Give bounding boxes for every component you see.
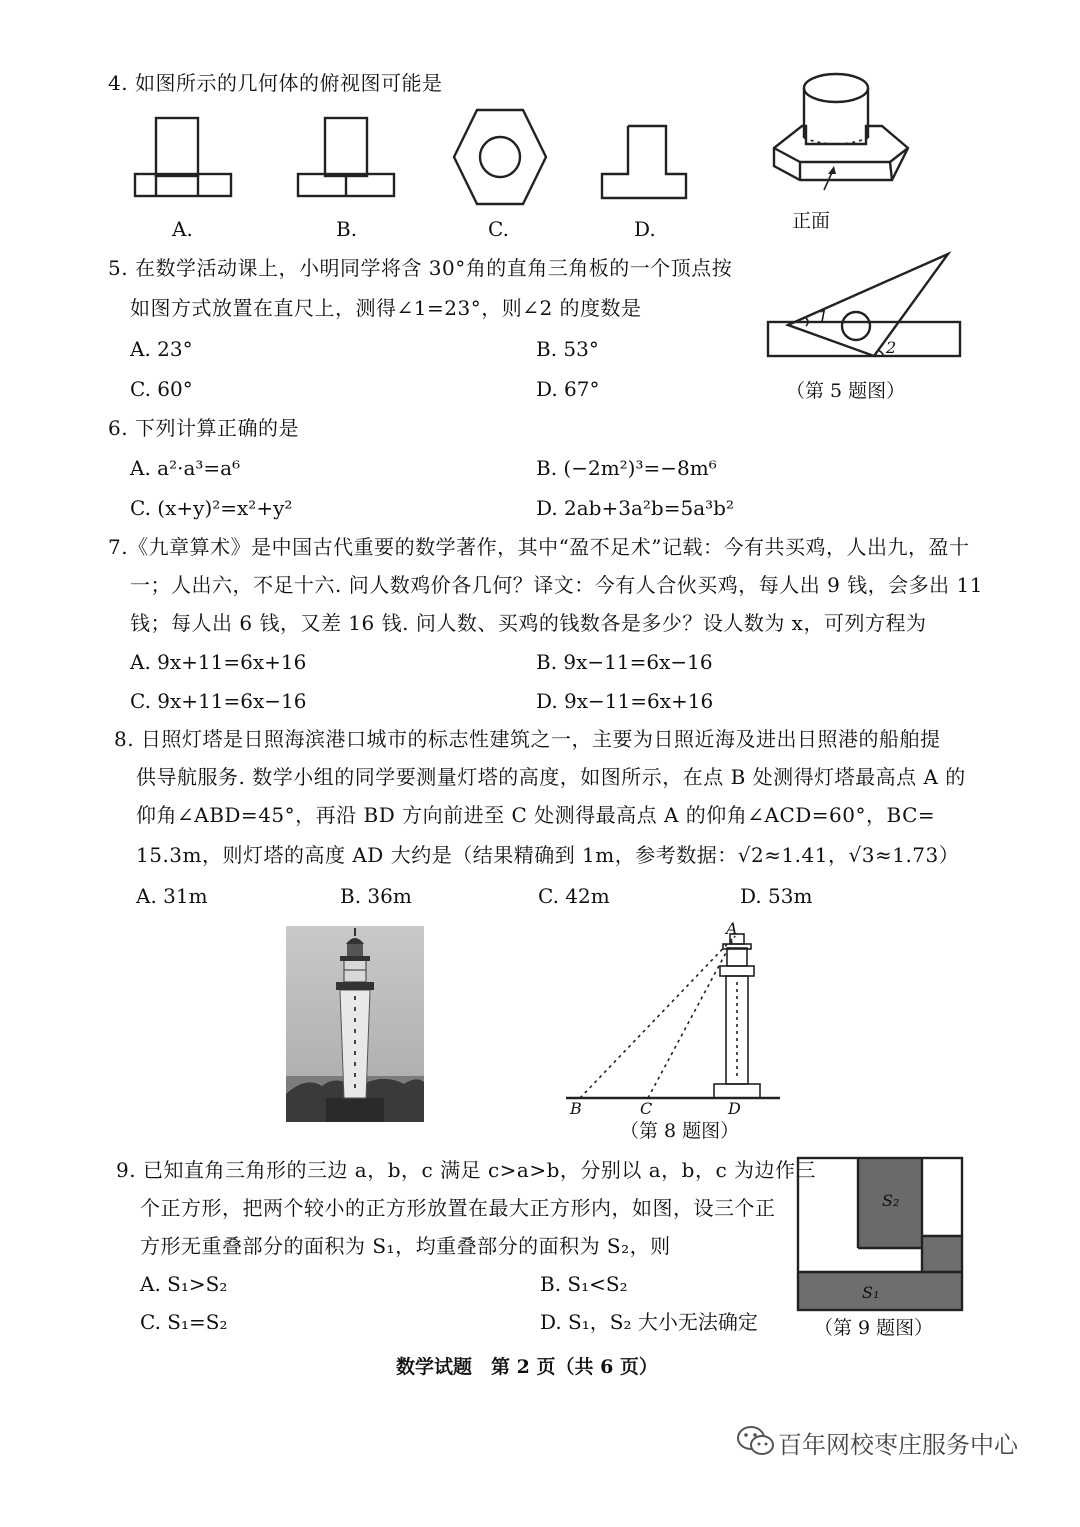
- q5-angle-label-1: 1: [818, 307, 829, 326]
- q4-stem: 4. 如图所示的几何体的俯视图可能是: [108, 71, 443, 95]
- q4-option-d-figure: [600, 124, 690, 200]
- q8-figure-caption: （第 8 题图）: [620, 1120, 740, 1142]
- q7-option-b: B. 9x−11=6x−16: [536, 650, 713, 674]
- q5-figure-caption: （第 5 题图）: [786, 380, 906, 402]
- q7-stem-line1: 7.《九章算术》是中国古代重要的数学著作，其中“盈不足术”记载：今有共买鸡，人出九，盈十: [108, 535, 970, 559]
- q5-stem-line2: 如图方式放置在直尺上，测得∠1=23°，则∠2 的度数是: [130, 296, 642, 320]
- q4-option-c: C.: [488, 217, 509, 241]
- q6-option-b: B. (−2m²)³=−8m⁶: [536, 456, 717, 480]
- q9-option-a: A. S₁>S₂: [140, 1272, 228, 1296]
- q6-stem: 6. 下列计算正确的是: [108, 416, 299, 440]
- q5-option-c: C. 60°: [130, 377, 193, 401]
- q9-figure-caption: （第 9 题图）: [814, 1317, 934, 1339]
- q8-stem-line4: 15.3m，则灯塔的高度 AD 大约是（结果精确到 1m，参考数据：√2≈1.41，√3≈1.73）: [136, 843, 960, 867]
- q8-figure: [564, 919, 784, 1118]
- q7-option-c: C. 9x+11=6x−16: [130, 689, 307, 713]
- hexagon-ring-icon: [452, 107, 548, 207]
- q7-stem-line3: 钱；每人出 6 钱，又差 16 钱. 问人数、买鸡的钱数各是多少？设人数为 x，可列方程为: [130, 611, 927, 635]
- q4-option-d: D.: [634, 217, 656, 241]
- q5-option-b: B. 53°: [536, 337, 599, 361]
- q8-option-c: C. 42m: [538, 884, 610, 908]
- q5-stem-line1: 5. 在数学活动课上，小明同学将含 30°角的直角三角板的一个顶点按: [108, 256, 733, 280]
- q4-option-b: B.: [336, 217, 358, 241]
- q6-option-c: C. (x+y)²=x²+y²: [130, 496, 293, 520]
- q8-stem-line1: 8. 日照灯塔是日照海滨港口城市的标志性建筑之一，主要为日照近海及进出日照港的船舶提: [114, 727, 941, 751]
- q8-stem-line3: 仰角∠ABD=45°，再沿 BD 方向前进至 C 处测得最高点 A 的仰角∠ACD=60°，BC=: [136, 803, 936, 827]
- q9-option-d: D. S₁，S₂ 大小无法确定: [540, 1310, 758, 1334]
- q8-point-d: D: [728, 1099, 741, 1118]
- q6-option-a: A. a²·a³=a⁶: [130, 456, 241, 480]
- q8-option-a: A. 31m: [136, 884, 208, 908]
- q8-point-a: A: [726, 919, 738, 938]
- q9-region-s1: S₁: [862, 1283, 880, 1302]
- q5-option-d: D. 67°: [536, 377, 600, 401]
- q4-option-b-figure: [297, 116, 397, 198]
- q5-angle-label-2: 2: [886, 338, 897, 357]
- q9-figure: [796, 1156, 966, 1312]
- wechat-icon: [736, 1424, 776, 1458]
- q7-option-d: D. 9x−11=6x+16: [536, 689, 714, 713]
- q8-point-c: C: [640, 1099, 653, 1118]
- q7-option-a: A. 9x+11=6x+16: [130, 650, 307, 674]
- q9-stem-line3: 方形无重叠部分的面积为 S₁，均重叠部分的面积为 S₂，则: [140, 1234, 671, 1258]
- q9-stem-line1: 9. 已知直角三角形的三边 a，b，c 满足 c>a>b，分别以 a，b，c 为边作三: [116, 1158, 817, 1182]
- q9-option-b: B. S₁<S₂: [540, 1272, 628, 1296]
- watermark-text: 百年网校枣庄服务中心: [778, 1431, 1018, 1459]
- q8-option-d: D. 53m: [740, 884, 813, 908]
- q8-stem-line2: 供导航服务. 数学小组的同学要测量灯塔的高度，如图所示，在点 B 处测得灯塔最高点 A 的: [136, 765, 966, 789]
- q9-region-s2: S₂: [882, 1191, 900, 1210]
- q9-option-c: C. S₁=S₂: [140, 1310, 228, 1334]
- q8-point-b: B: [570, 1099, 582, 1118]
- q5-option-a: A. 23°: [130, 337, 193, 361]
- lighthouse-photo: [286, 926, 424, 1122]
- q7-stem-line2: 一；人出六，不足十六. 问人数鸡价各几何？译文：今有人合伙买鸡，每人出 9 钱，会多出 11: [130, 573, 983, 597]
- page-footer: 数学试题 第 2 页（共 6 页）: [396, 1356, 658, 1378]
- q4-option-a: A.: [172, 217, 193, 241]
- q9-stem-line2: 个正方形，把两个较小的正方形放置在最大正方形内，如图，设三个正: [140, 1196, 776, 1220]
- q4-figure-label: 正面: [792, 210, 831, 232]
- q6-option-d: D. 2ab+3a²b=5a³b²: [536, 496, 734, 520]
- q8-option-b: B. 36m: [340, 884, 412, 908]
- cylinder-hex-prism-icon: [772, 68, 914, 208]
- q4-option-a-figure: [134, 116, 234, 198]
- q5-figure: [766, 250, 966, 362]
